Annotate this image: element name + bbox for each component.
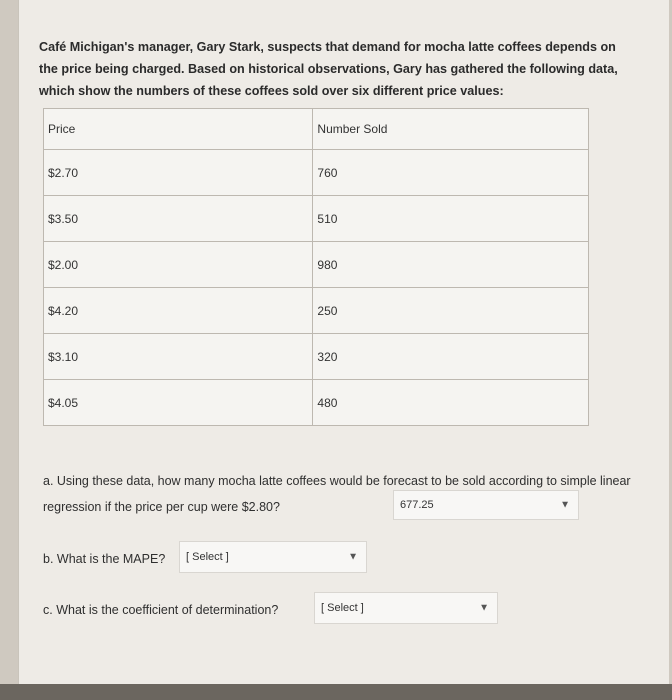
question-c-text: c. What is the coefficient of determination? <box>43 603 279 617</box>
table-row <box>44 242 589 288</box>
question-b-text: b. What is the MAPE? <box>43 552 166 566</box>
price-cell: $3.50 <box>44 196 313 242</box>
price-cell: $4.05 <box>44 380 313 426</box>
answer-c-value: [ Select ] <box>321 602 364 614</box>
sold-cell: 510 <box>313 196 589 242</box>
table-row <box>44 334 589 380</box>
table-row <box>44 288 589 334</box>
chevron-down-icon: ▼ <box>479 602 489 614</box>
price-cell: $3.10 <box>44 334 313 380</box>
answer-b-value: [ Select ] <box>186 551 229 563</box>
sold-cell: 480 <box>313 380 589 426</box>
table-header-row <box>44 109 589 150</box>
price-header: Price <box>44 109 313 150</box>
price-cell: $2.00 <box>44 242 313 288</box>
sold-cell: 980 <box>313 242 589 288</box>
table-row <box>44 150 589 196</box>
sold-cell: 250 <box>313 288 589 334</box>
quiz-page <box>18 0 669 684</box>
answer-b-select[interactable] <box>179 541 367 573</box>
table-row <box>44 196 589 242</box>
data-table <box>43 108 589 426</box>
answer-a-select[interactable] <box>393 490 579 520</box>
chevron-down-icon: ▼ <box>560 499 570 511</box>
price-cell: $4.20 <box>44 288 313 334</box>
table-row <box>44 380 589 426</box>
number-sold-header: Number Sold <box>313 109 589 150</box>
chevron-down-icon: ▼ <box>348 551 358 563</box>
bottom-bar <box>0 684 672 700</box>
price-cell: $2.70 <box>44 150 313 196</box>
question-a-text: a. Using these data, how many mocha latte coffees would be forecast to be sold according to simple linear regression if the price per cup were $2.80? <box>43 474 631 514</box>
problem-intro: Café Michigan's manager, Gary Stark, suspects that demand for mocha latte coffees depends on the price being charged. Based on historical observations, Gary has gathered the following data, which show the numbers of these coffees sold over six different price values: <box>39 40 618 98</box>
sold-cell: 760 <box>313 150 589 196</box>
sold-cell: 320 <box>313 334 589 380</box>
answer-c-select[interactable] <box>314 592 498 624</box>
answer-a-value: 677.25 <box>400 499 434 511</box>
